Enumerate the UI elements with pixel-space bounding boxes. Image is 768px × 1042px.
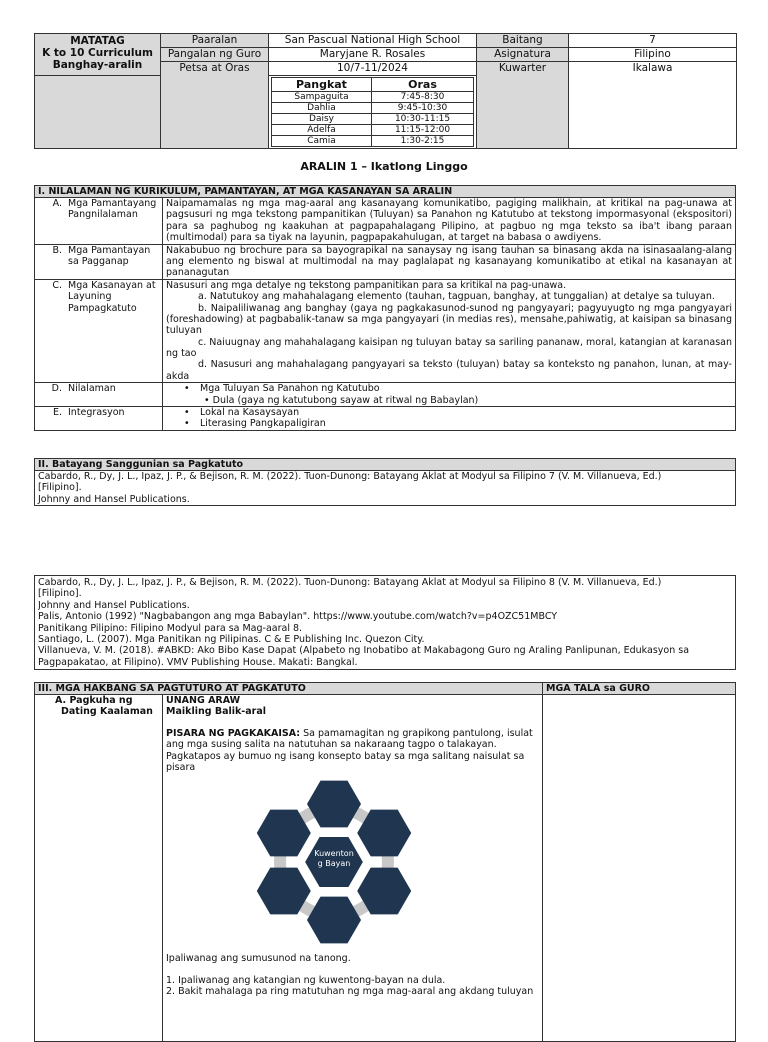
- schedule-section: Sampaguita: [272, 92, 372, 103]
- curriculum-line3: Banghay-aralin: [52, 59, 143, 71]
- schedule-header-oras: Oras: [372, 78, 474, 92]
- row-e-label-cell: [35, 407, 163, 431]
- guro-value: Maryjane R. Rosales: [269, 48, 477, 62]
- reference-line: Johnny and Hansel Publications.: [38, 599, 190, 611]
- question-item: 1. Ipaliwanag ang katangian ng kuwentong-bayan na dula.: [166, 974, 446, 986]
- list-item: c. Naiuugnay ang mahahalagang kaisipan ng tuluyan batay sa sariling pananaw, moral, katangian at karanasan ng tao: [166, 336, 732, 360]
- petsa-label: Petsa at Oras: [161, 62, 269, 149]
- paaralan-label: Paaralan: [161, 34, 269, 48]
- reference-line: Villanueva, V. M. (2018). #ABKD: Ako Bibo Kase Dapat (Alpabeto ng Inobatibo at Makabagong Guro ng Araling Panlipunan, Edukasyon sa: [38, 645, 690, 657]
- curriculum-label-filler: [35, 76, 161, 149]
- row-b-label: Mga Pamantayan sa Pagganap: [68, 244, 151, 267]
- row-c-label-cell: [35, 279, 163, 383]
- schedule-time: 11:15-12:00: [372, 125, 474, 136]
- section-procedures: [34, 682, 736, 1042]
- reference-line: Cabardo, R., Dy, J. L., Ipaz, J. P., & Bejison, R. M. (2022). Tuon-Dunong: Batayang Aklat at Modyul sa Filipino 8 (V. M. Villanueva, Ed.): [38, 577, 662, 588]
- reference-line: Santiago, L. (2007). Mga Panitikan ng Pilipinas. C & E Publishing Inc. Quezon City.: [38, 633, 425, 645]
- diagram-center-line: g Bayan: [317, 859, 351, 869]
- kuwarter-label: Kuwarter: [477, 62, 569, 149]
- section-references: [34, 458, 736, 506]
- schedule-header-pangkat: Pangkat: [272, 78, 372, 92]
- section-3-heading: III. MGA HAKBANG SA PAGTUTURO AT PAGKATUTO: [35, 683, 543, 695]
- diagram-center-line: Kuwenton: [314, 849, 354, 859]
- list-item: b. Naipaliliwanag ang banghay (gaya ng pagkakasunod-sunod ng pangyayari; pagyuyugto ng mga pangyayari (foreshadowing) at pagbabalik-tanaw sa mga pangyayari (in medias res), mensahe,pahiwatig, at kaisipan sa binasang tuluyan: [166, 302, 732, 337]
- list-item: • Mga Tuluyan Sa Panahon ng Katutubo: [188, 383, 732, 394]
- section-1-heading: I. NILALAMAN NG KURIKULUM, PAMANTAYAN, AT MGA KASANAYAN SA ARALIN: [35, 186, 736, 198]
- schedule-section: Dahlia: [272, 103, 372, 114]
- row-e-label: Integrasyon: [68, 407, 125, 419]
- reference-line: Johnny and Hansel Publications.: [38, 493, 190, 505]
- pisara-line: pisara: [166, 761, 196, 773]
- schedule-section: Daisy: [272, 114, 372, 125]
- paaralan-value: San Pascual National High School: [269, 34, 477, 48]
- table-row: [272, 103, 474, 114]
- list-item: a. Natutukoy ang mahahalagang elemento (tauhan, tagpuan, banghay, at tunggalian) at detalye sa tuluyan.: [198, 291, 715, 303]
- reference-line: Cabardo, R., Dy, J. L., Ipaz, J. P., & Bejison, R. M. (2022). Tuon-Dunong: Batayang Aklat at Modyul sa Filipino 7 (V. M. Villanueva, Ed.): [38, 471, 662, 482]
- table-row: [272, 136, 474, 147]
- schedule-cell: [269, 76, 477, 149]
- row-a-label: Mga Pamantayang Pangnilalaman: [68, 198, 157, 221]
- references-cell: [35, 471, 736, 506]
- section-2-heading: II. Batayang Sanggunian sa Pagkatuto: [35, 459, 736, 471]
- diagram-hexagon: [307, 781, 361, 828]
- row-b-key: B.: [52, 244, 62, 256]
- schedule-table: [271, 77, 474, 147]
- explain-instruction: Ipaliwanag ang sumusunod na tanong.: [166, 953, 351, 965]
- notes-heading: MGA TALA sa GURO: [543, 683, 736, 695]
- schedule-section: Camia: [272, 136, 372, 147]
- petsa-value: 10/7-11/2024: [269, 62, 477, 76]
- list-item: • Dula (gaya ng katutubong sayaw at ritwal ng Babaylan): [204, 394, 479, 406]
- list-item: • Lokal na Kasaysayan: [188, 407, 732, 418]
- pisara-line: Pagkatapos ay bumuo ng isang konsepto batay sa mga salitang naisulat sa: [166, 750, 525, 762]
- row-b-label-cell: [35, 244, 163, 279]
- row-e-key: E.: [52, 407, 62, 419]
- curriculum-label: [35, 34, 161, 76]
- list-item: d. Nasusuri ang mahahalagang pangyayari sa teksto (tuluyan) batay sa konteksto ng panahon, lunan, at may- akda: [166, 359, 732, 382]
- schedule-section: Adelfa: [272, 125, 372, 136]
- section-curriculum: [34, 185, 736, 431]
- step-a-content: [163, 695, 543, 1042]
- baitang-value: 7: [569, 34, 737, 48]
- list-item: • Literasing Pangkapaligiran: [188, 418, 732, 429]
- row-d-label: Nilalaman: [68, 383, 116, 395]
- diagram-center-label: [306, 849, 362, 869]
- reference-line: Panitikang Pilipino: Filipino Modyul para sa Mag-aaral 8.: [38, 622, 303, 634]
- asignatura-value: Filipino: [569, 48, 737, 62]
- row-c-cell: [163, 279, 736, 383]
- row-d-cell: [163, 383, 736, 407]
- row-b-text: Nakabubuo ng brochure para sa bayograpikal na sanaysay ng isang tauhan sa binasang akda na isinasaalang-alang ang elemento ng biswal at multimodal na may paglalapat ng kasanayang komunikatibo at etikal na kasanayan at pananagutan: [163, 244, 736, 279]
- row-a-key: A.: [52, 198, 62, 209]
- references-continued: [34, 575, 736, 670]
- schedule-time: 9:45-10:30: [372, 103, 474, 114]
- reference-line: [Filipino].: [38, 482, 82, 494]
- asignatura-label: Asignatura: [477, 48, 569, 62]
- schedule-time: 1:30-2:15: [372, 136, 474, 147]
- pisara-line: ang mga susing salita na natutuhan sa nakaraang tagpo o talakayan.: [166, 739, 497, 751]
- day-label: UNANG ARAW: [166, 695, 241, 706]
- row-c-key: C.: [52, 279, 62, 291]
- notes-cell: [543, 695, 736, 1042]
- pisara-label: PISARA NG PAGKAKAISA:: [166, 727, 301, 739]
- step-a-label-text: A. Pagkuha ng Dating Kaalaman: [55, 695, 153, 718]
- diagram-hexagon: [307, 897, 361, 944]
- row-a-label-cell: [35, 198, 163, 245]
- table-row: [272, 125, 474, 136]
- review-label: Maikling Balik-aral: [166, 706, 267, 718]
- hexagon-diagram: [254, 777, 414, 947]
- reference-line: Palis, Antonio (1992) "Nagbabangon ang mga Babaylan". https://www.youtube.com/watch?v=p4OZC51MBCY: [38, 611, 558, 623]
- baitang-label: Baitang: [477, 34, 569, 48]
- lesson-title: ARALIN 1 – Ikatlong Linggo: [300, 160, 468, 173]
- step-a-label: [35, 695, 163, 1042]
- row-c-intro: Nasusuri ang mga detalye ng tekstong pampanitikan para sa kritikal na pag-unawa.: [166, 279, 567, 291]
- row-c-label: Mga Kasanayan at Layuning Pampagkatuto: [68, 279, 156, 314]
- guro-label: Pangalan ng Guro: [161, 48, 269, 62]
- reference-line: Pagpapakatao, at Filipino). VMV Publishing House. Makati: Bangkal.: [38, 656, 358, 668]
- question-item: 2. Bakit mahalaga pa ring matutuhan ng mga mag-aaral ang akdang tuluyan: [166, 986, 534, 998]
- curriculum-line1: MATATAG: [70, 35, 125, 47]
- table-row: [272, 92, 474, 103]
- header-table: [34, 33, 737, 149]
- row-a-text: Naipamamalas ng mga mag-aaral ang kasanayang komunikatibo, pagiging malikhain, at kritikal na pag-unawa at pagsusuri ng mga tekstong pampanitikan (Tuluyan) sa Panahon ng Katutubo at tekstong impormasyonal (ekspositori) para sa paghubog ng kaakuhan at pagpapahalagang Pilipino, at pagbuo ng mga teksto sa iba't ibang paraan (multimodal) para sa tiyak na layunin, pagpapakahulugan, at target na babasa o awdiyens.: [163, 198, 736, 245]
- row-d-label-cell: [35, 383, 163, 407]
- row-d-key: D.: [51, 383, 62, 395]
- reference-line: [Filipino].: [38, 588, 82, 600]
- schedule-time: 10:30-11:15: [372, 114, 474, 125]
- curriculum-line2: K to 10 Curriculum: [42, 47, 153, 59]
- row-e-cell: [163, 407, 736, 431]
- pisara-text: Sa pamamagitan ng grapikong pantulong, isulat: [300, 727, 533, 739]
- kuwarter-value: Ikalawa: [569, 62, 737, 149]
- table-row: [272, 114, 474, 125]
- schedule-time: 7:45-8:30: [372, 92, 474, 103]
